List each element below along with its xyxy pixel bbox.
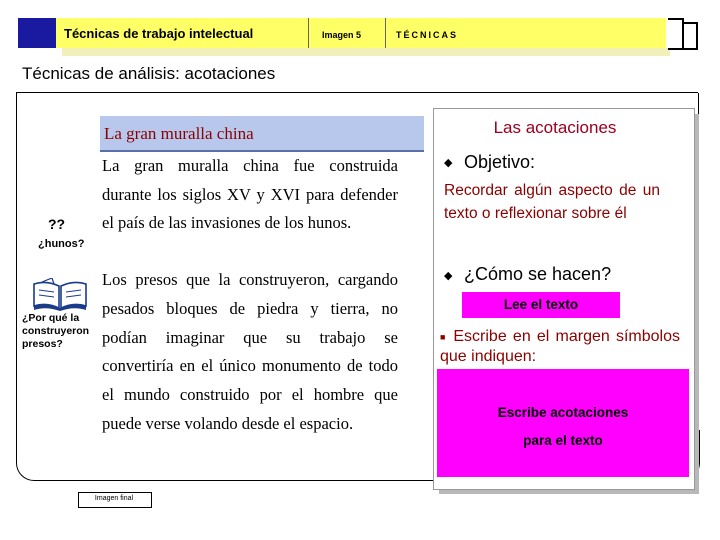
escribe-margen-label: Escribe en el margen símbolos que indiquen: [440, 328, 680, 366]
para-el-texto-label[interactable]: para el texto [523, 433, 603, 448]
escribe-margen-text [440, 327, 680, 367]
lee-el-texto-label[interactable]: Lee el texto [503, 297, 579, 312]
title-underline [16, 92, 698, 93]
diamond-bullet-icon: ◆ [444, 270, 453, 282]
square-bullet-icon: ■ [440, 332, 448, 342]
info-panel-title: Las acotaciones [493, 118, 617, 137]
annotation-question-marks: ?? [48, 216, 66, 232]
escribe-acotaciones-button[interactable] [437, 369, 689, 477]
text-heading: La gran muralla china [104, 124, 254, 143]
header-logo-block [18, 18, 56, 48]
diamond-bullet-icon: ◆ [444, 157, 453, 169]
text-paragraph-2: Los presos que la construyeron, cargando pesados bloques de piedra y tierra, no podían imaginar que su trabajo se convertiría en el único monumento de todo el mundo construido por el hombre que puede verse volando desde el espacio. [102, 270, 398, 433]
escribe-acotaciones-label[interactable]: Escribe acotaciones [497, 405, 629, 420]
annotation-hunos: ¿hunos? [38, 238, 85, 250]
page-title: Técnicas de análisis: acotaciones [22, 64, 276, 83]
header-section-tag: TÉCNICAS [396, 30, 459, 40]
open-book-icon [30, 278, 90, 312]
header-imagen-label: Imagen 5 [322, 30, 362, 40]
bullet-objetivo: Objetivo: [464, 152, 536, 172]
text-paragraph-1: La gran muralla china fue construida durante los siglos XV y XVI para defender el país de las invasiones de los hunos. [102, 156, 398, 232]
header-title: Técnicas de trabajo intelectual [64, 26, 254, 41]
annotation-presos: ¿Por qué la construyeron presos? [22, 312, 90, 350]
objetivo-text: Recordar algún aspecto de un texto o reflexionar sobre él [444, 182, 660, 222]
bullet-como-se-hacen: ¿Cómo se hacen? [464, 264, 612, 284]
header-divider [308, 18, 309, 48]
frame-left-line [16, 93, 17, 453]
imagen-final-label[interactable]: Imagen final [94, 495, 134, 502]
header-corner-frame [682, 22, 698, 50]
header-shadow [62, 48, 670, 56]
header-divider [385, 18, 386, 48]
